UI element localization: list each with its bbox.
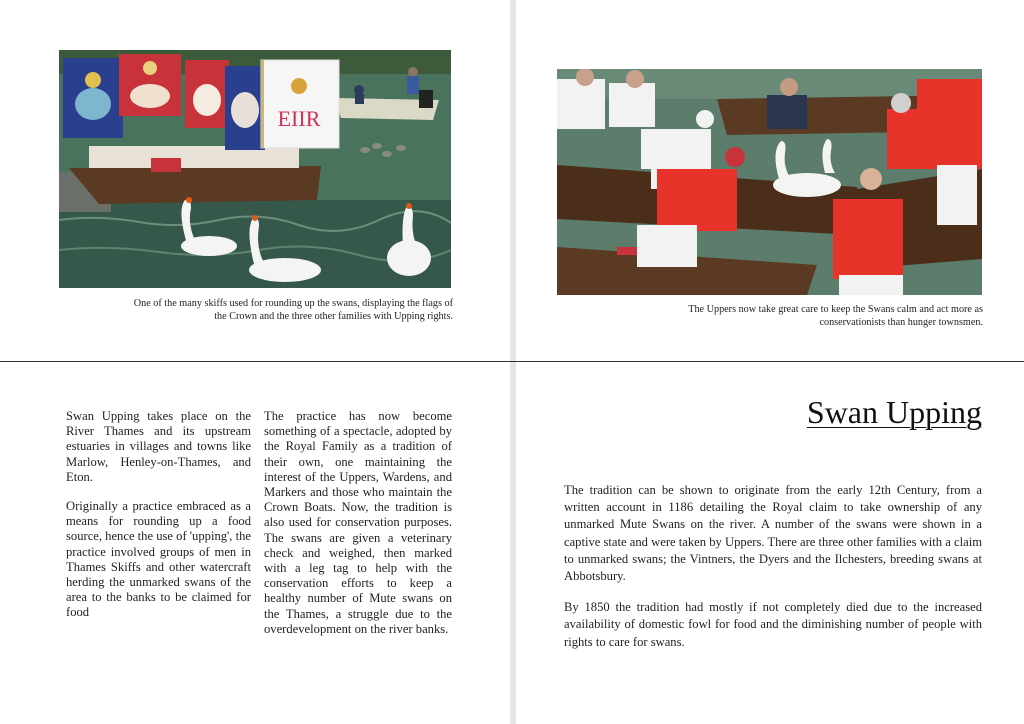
skiffs-flags-photo	[59, 50, 451, 288]
text-column-2	[264, 409, 452, 651]
paragraph-decline: By 1850 the tradition had mostly if not completely died due to the increased availability of domestic fowl for food and the diminishing number of people with rights to care for swans.	[564, 600, 982, 649]
paragraph-history: The tradition can be shown to originate from the early 12th Century, from a written account in 1186 detailing the Royal claim to take ownership of any unmarked Mute Swans on the river. A number of the swans were shown in a captive state and were taken by Uppers. There are three other families with a claim to unmarked swans; the Vintners, the Dyers and the Ilchesters, breeding swans at Abbotsbury.	[564, 483, 982, 584]
photo-caption-skiffs: One of the many skiffs used for rounding up the swans, displaying the flags of the Crown and the three other families with Upping rights.	[133, 298, 453, 322]
text-column-1	[66, 409, 251, 635]
uppers-swans-photo	[557, 69, 982, 295]
paragraph-practice-now: The practice has now become something of a spectacle, adopted by the Royal Family as a tradition of their own, one maintaining the interest of the Uppers, Wardens, and Markers and those who maintain the Crown Boats. Now, the tradition is also used for conservation purposes. The swans are given a veterinary check and weighed, then marked with a leg tag to help with the conservation efforts to keep a healthy number of Mute swans on the Thames, a struggle due to the overdevelopment on the river banks.	[264, 409, 452, 636]
horizontal-rule	[0, 361, 1024, 362]
text-column-right	[564, 482, 982, 665]
page-title: Swan Upping	[806, 394, 982, 430]
eiir-flag-text: EIIR	[277, 106, 321, 131]
photo-caption-uppers: The Uppers now take great care to keep the Swans calm and act more as conservationists than hunger townsmen.	[688, 304, 983, 328]
paragraph-origin: Originally a practice embraced as a means for rounding up a food source, hence the use of 'upping', the practice involved groups of men in Thames Skiffs and other watercraft herding the unmarked swans of the area to the banks to be claimed for food	[66, 499, 251, 620]
paragraph-intro: Swan Upping takes place on the River Thames and its upstream estuaries in villages and towns like Marlow, Henley-on-Thames, and Eton.	[66, 409, 251, 484]
